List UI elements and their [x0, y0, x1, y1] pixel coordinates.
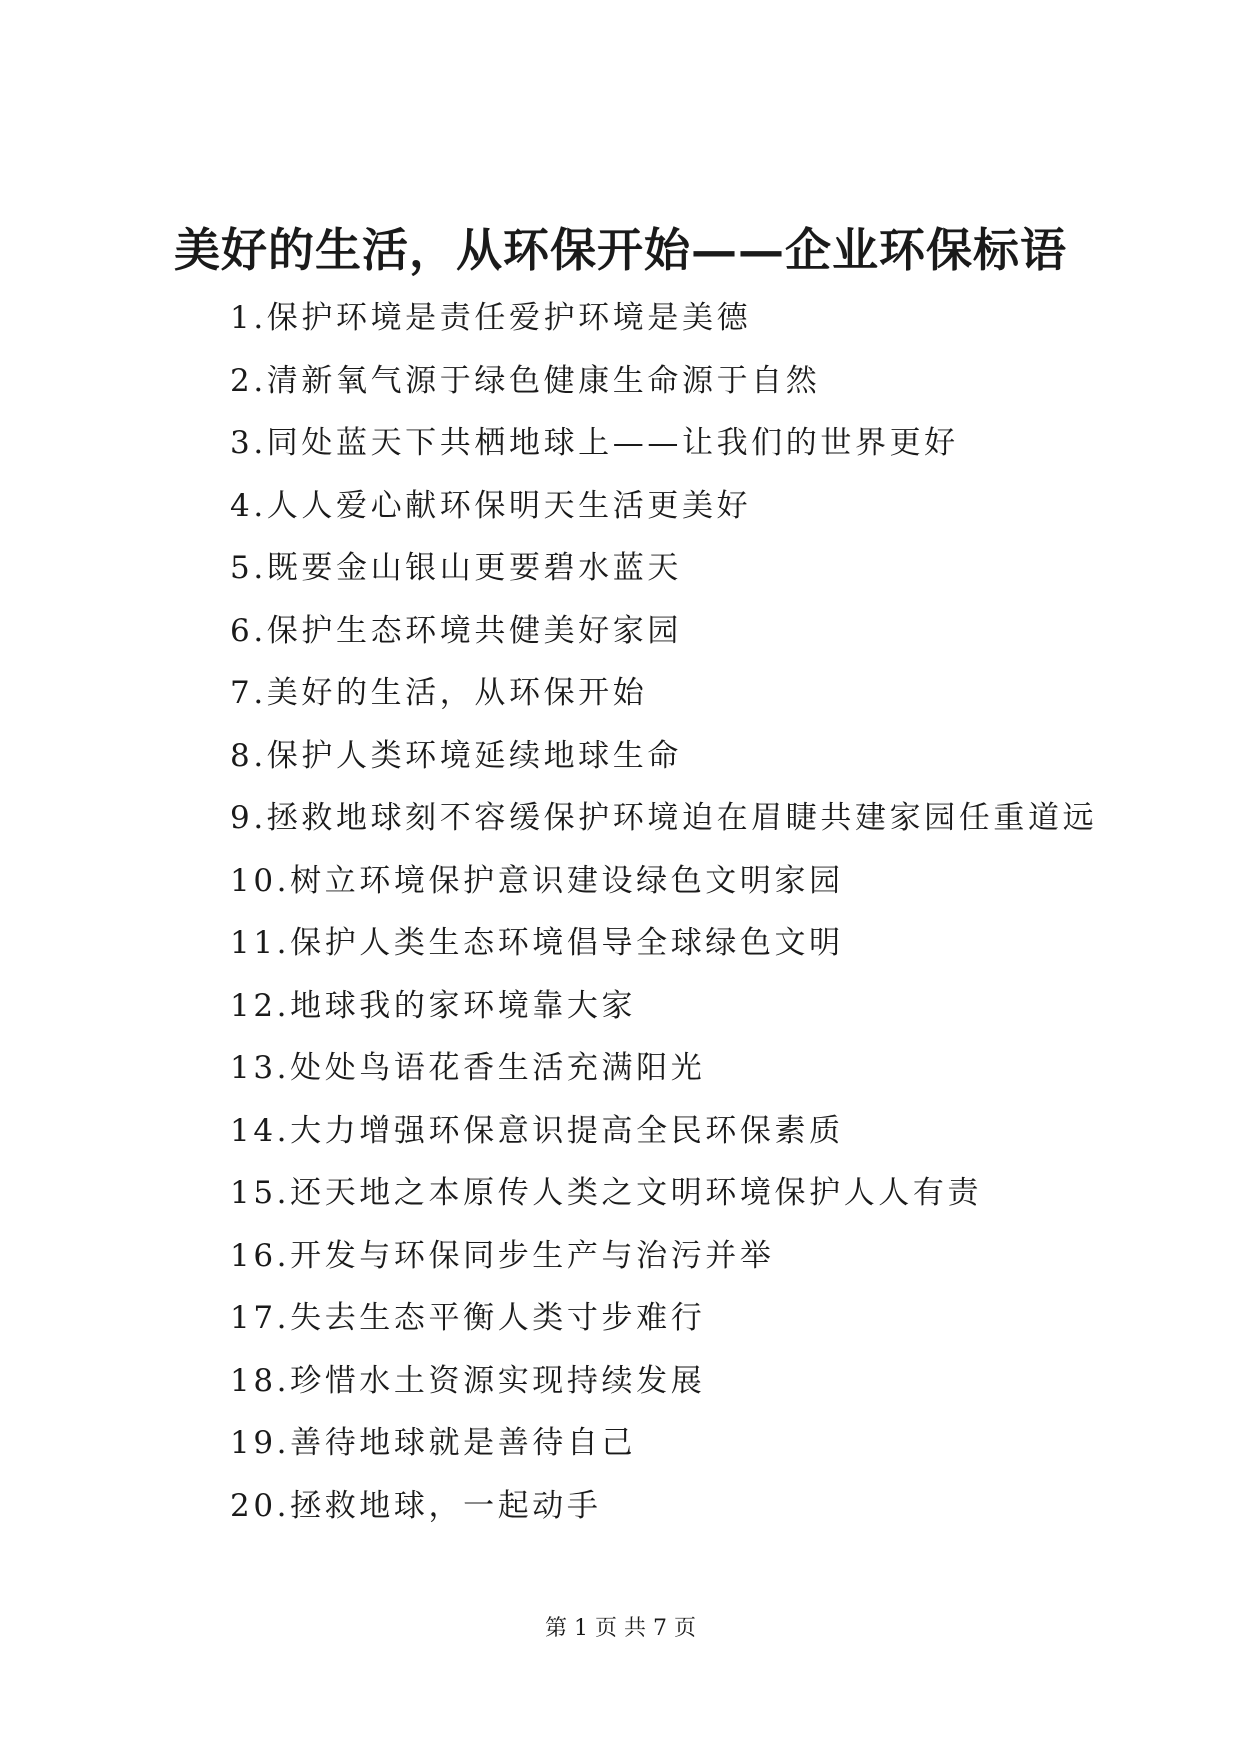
slogan-item: 1.保护环境是责任爱护环境是美德: [230, 300, 752, 336]
slogan-item: 15.还天地之本原传人类之文明环境保护人人有责: [230, 1175, 983, 1211]
slogan-item: 5.既要金山银山更要碧水蓝天: [230, 550, 682, 586]
slogan-item: 8.保护人类环境延续地球生命: [230, 737, 682, 774]
slogan-item: 18.珍惜水土资源实现持续发展: [230, 1362, 706, 1399]
slogan-item: 7.美好的生活，从环保开始: [230, 675, 648, 711]
slogan-item: 16.开发与环保同步生产与治污并举: [230, 1237, 775, 1274]
slogan-item: 13.处处鸟语花香生活充满阳光: [230, 1050, 706, 1086]
document-title: 美好的生活，从环保开始——企业环保标语: [174, 223, 1067, 277]
page-footer: 第 1 页 共 7 页: [545, 1616, 696, 1641]
slogan-item: 6.保护生态环境共健美好家园: [230, 612, 682, 649]
slogan-item: 12.地球我的家环境靠大家: [230, 987, 637, 1024]
slogan-item: 20.拯救地球，一起动手: [230, 1487, 602, 1524]
slogan-list: [230, 295, 1097, 1545]
slogan-item: 14.大力增强环保意识提高全民环保素质: [230, 1112, 844, 1149]
slogan-item: 4.人人爱心献环保明天生活更美好: [230, 487, 752, 524]
slogan-item: 11.保护人类生态环境倡导全球绿色文明: [230, 925, 844, 961]
slogan-item: 9.拯救地球刻不容缓保护环境迫在眉睫共建家园任重道远: [230, 800, 1098, 836]
slogan-item: 17.失去生态平衡人类寸步难行: [230, 1300, 706, 1336]
slogan-item: 10.树立环境保护意识建设绿色文明家园: [230, 862, 844, 899]
slogan-item: 2.清新氧气源于绿色健康生命源于自然: [230, 362, 821, 399]
slogan-item: 19.善待地球就是善待自己: [230, 1425, 637, 1461]
slogan-item: 3.同处蓝天下共栖地球上——让我们的世界更好: [230, 425, 959, 461]
